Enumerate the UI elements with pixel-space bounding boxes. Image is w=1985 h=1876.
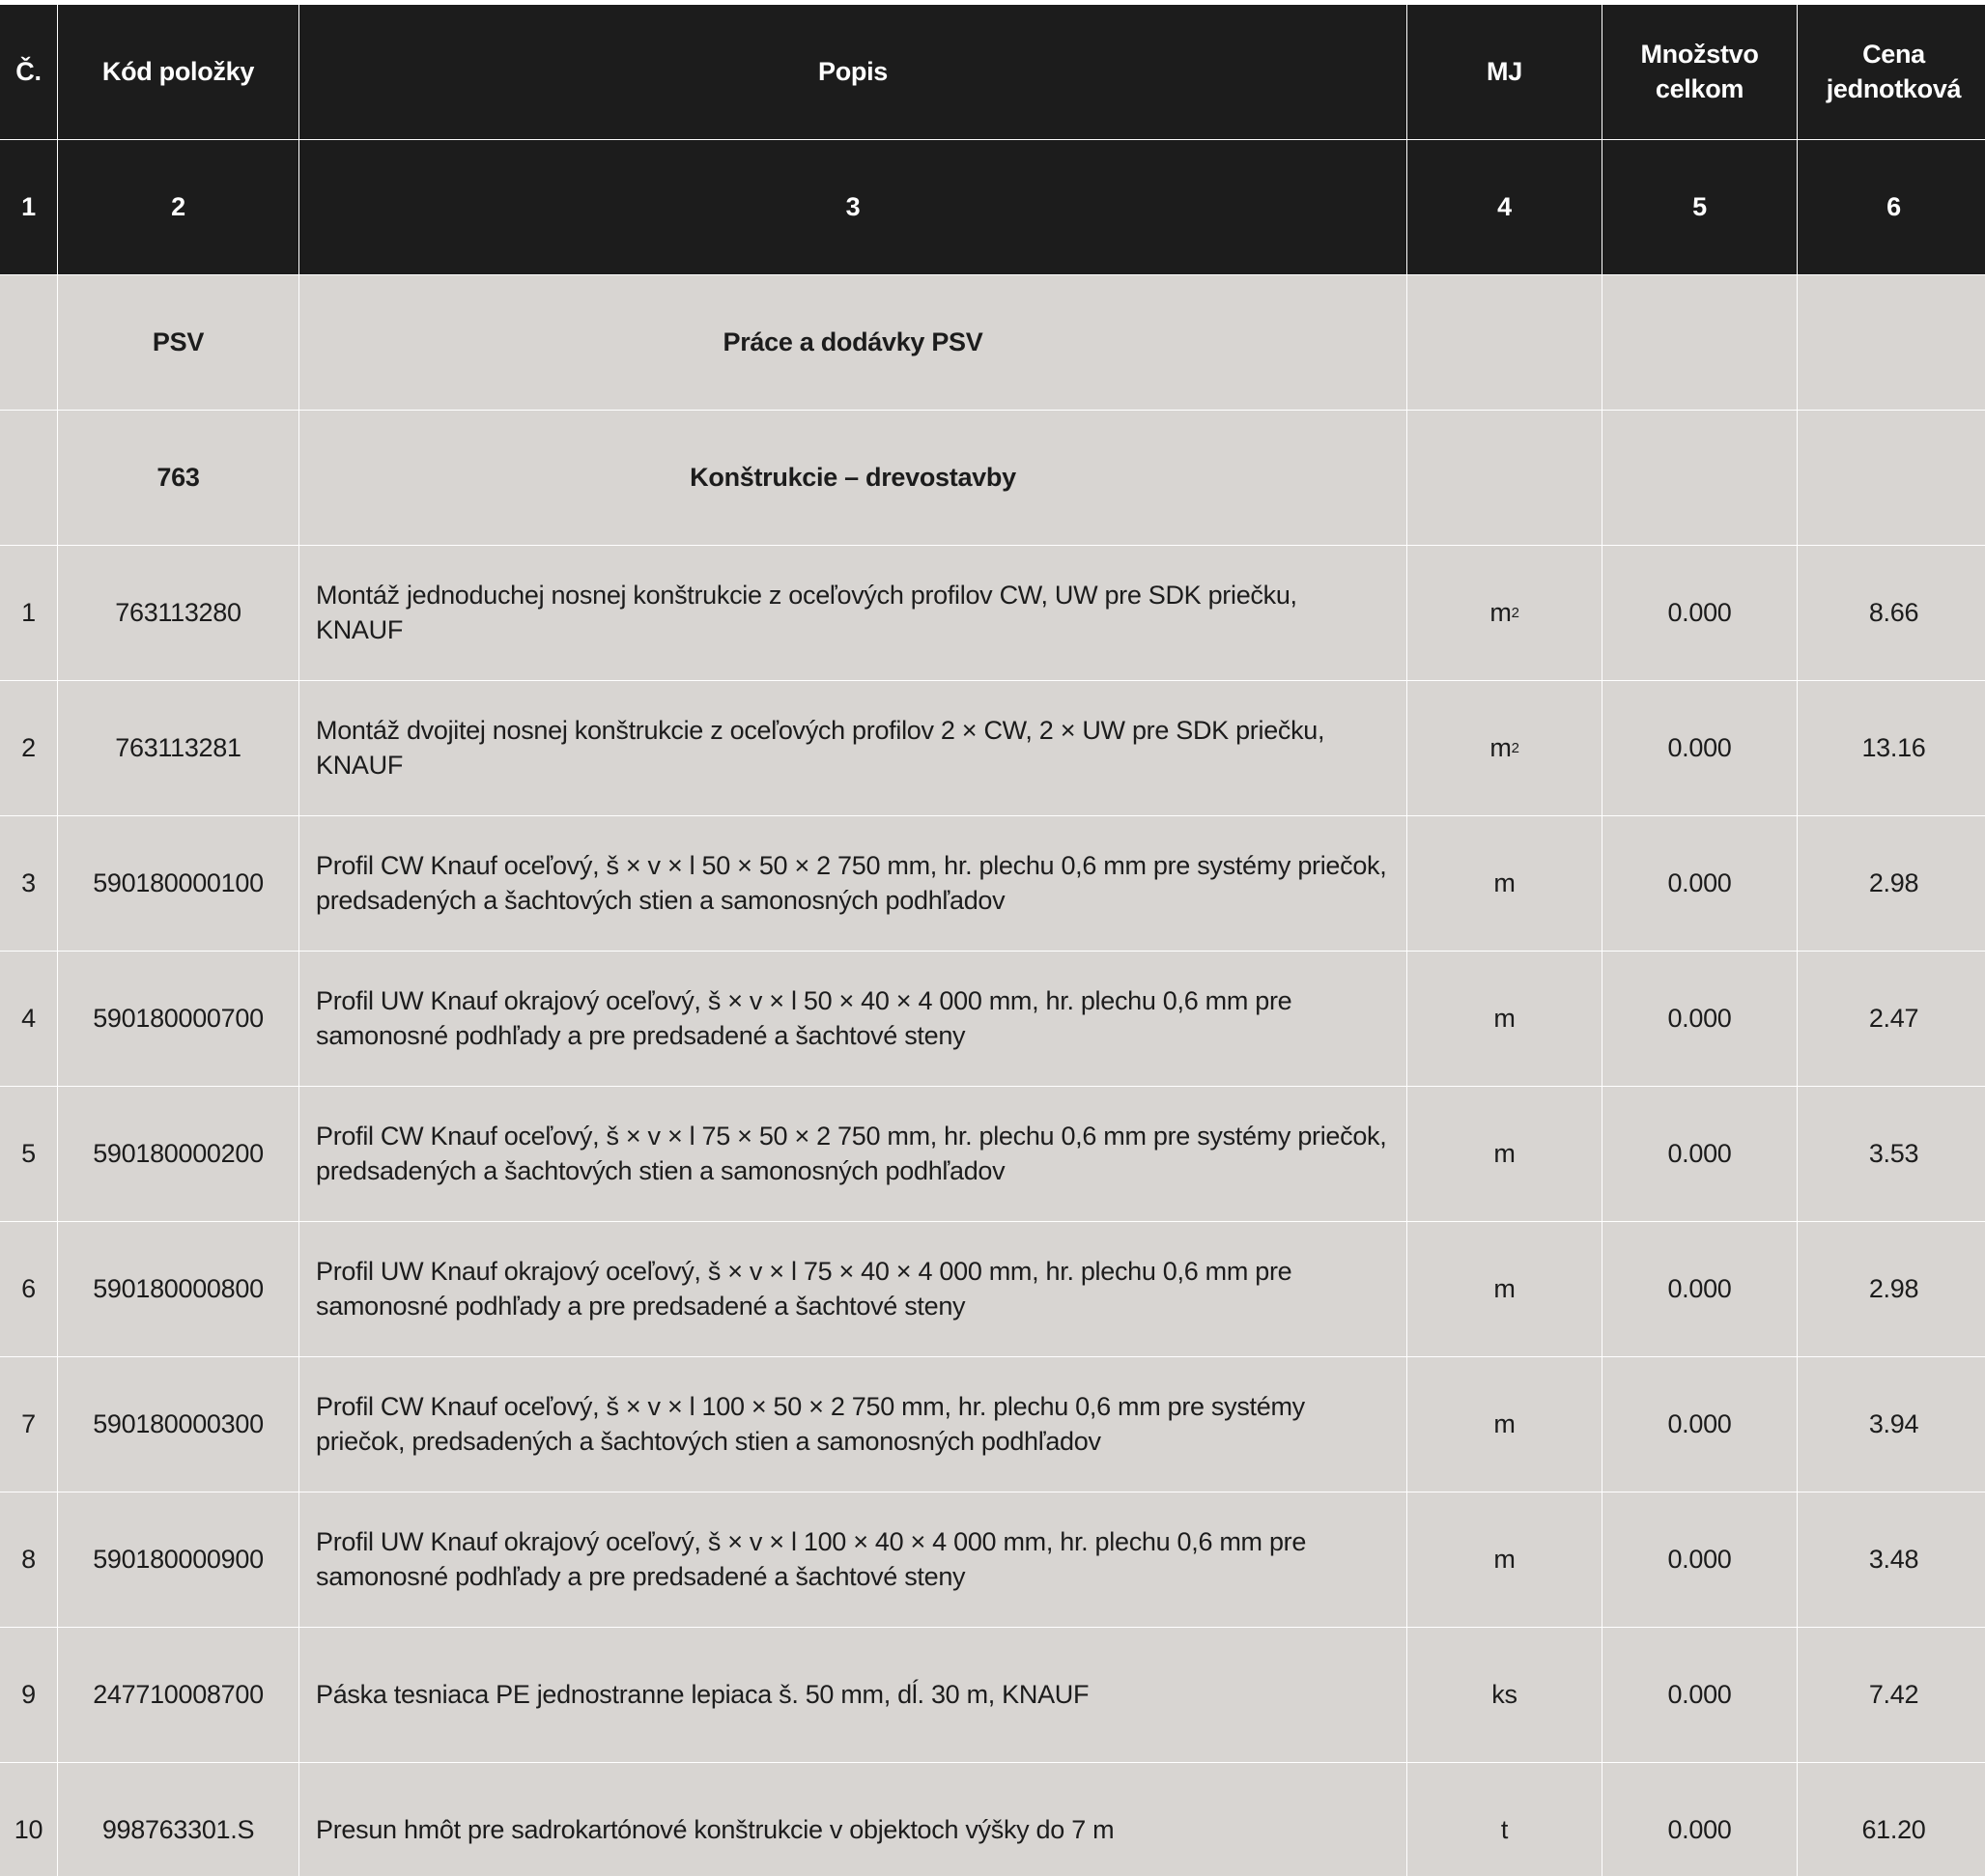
item-unit	[1407, 1628, 1602, 1762]
item-unit	[1407, 952, 1602, 1086]
item-description: Profil UW Knauf okrajový oceľový, š × v × l 75 × 40 × 4 000 mm, hr. plechu 0,6 mm pre samonosné podhľady a pre predsadené a šachtové steny	[299, 1222, 1406, 1356]
item-unit-price: 2.47	[1798, 952, 1985, 1086]
item-code: 247710008700	[58, 1628, 298, 1762]
row-number: 9	[0, 1628, 57, 1762]
item-unit-price: 61.20	[1798, 1763, 1985, 1876]
item-unit-price: 13.16	[1798, 681, 1985, 815]
unit-text: m	[1493, 1408, 1516, 1438]
header-col-description: Popis	[299, 5, 1406, 139]
item-description: Profil CW Knauf oceľový, š × v × l 100 × 50 × 2 750 mm, hr. plechu 0,6 mm pre systémy priečok, predsadených a šachtových stien a samonosných podhľadov	[299, 1357, 1406, 1492]
row-number: 7	[0, 1357, 57, 1492]
row-number: 8	[0, 1492, 57, 1627]
row-number: 1	[0, 546, 57, 680]
unit-text: ks	[1491, 1679, 1517, 1709]
item-quantity: 0.000	[1602, 816, 1797, 951]
item-description: Montáž dvojitej nosnej konštrukcie z oceľových profilov 2 × CW, 2 × UW pre SDK priečku, KNAUF	[299, 681, 1406, 815]
header-number-5: 5	[1602, 140, 1797, 274]
item-unit	[1407, 1357, 1602, 1492]
section-title: Práce a dodávky PSV	[299, 275, 1406, 410]
item-quantity: 0.000	[1602, 952, 1797, 1086]
item-quantity: 0.000	[1602, 1763, 1797, 1876]
item-code: 763113281	[58, 681, 298, 815]
header-col-code: Kód položky	[58, 5, 298, 139]
item-quantity: 0.000	[1602, 1222, 1797, 1356]
header-number-2: 2	[58, 140, 298, 274]
item-description: Profil CW Knauf oceľový, š × v × l 75 × 50 × 2 750 mm, hr. plechu 0,6 mm pre systémy priečok, predsadených a šachtových stien a samonosných podhľadov	[299, 1087, 1406, 1221]
item-code: 590180000800	[58, 1222, 298, 1356]
item-quantity: 0.000	[1602, 1357, 1797, 1492]
section-row-763-no	[0, 411, 57, 545]
item-description: Páska tesniaca PE jednostranne lepiaca š. 50 mm, dĺ. 30 m, KNAUF	[299, 1628, 1406, 1762]
section-row-psv-no	[0, 275, 57, 410]
section-empty-cell	[1798, 275, 1985, 410]
header-unit-price-label: Cena jednotková	[1826, 39, 1962, 103]
header-col-no: Č.	[0, 5, 57, 139]
header-quantity-label: Množstvo celkom	[1640, 39, 1759, 103]
price-table	[0, 5, 1985, 1876]
item-unit	[1407, 1087, 1602, 1221]
item-unit	[1407, 1222, 1602, 1356]
section-code: 763	[58, 411, 298, 545]
item-unit	[1407, 816, 1602, 951]
header-col-unit: MJ	[1407, 5, 1602, 139]
section-empty-cell	[1407, 275, 1602, 410]
item-code: 590180000700	[58, 952, 298, 1086]
item-unit-price: 8.66	[1798, 546, 1985, 680]
item-unit: m 2	[1407, 546, 1602, 680]
unit-text: m	[1493, 1273, 1516, 1303]
header-col-unit-price	[1798, 5, 1985, 139]
row-number: 6	[0, 1222, 57, 1356]
header-number-4: 4	[1407, 140, 1602, 274]
row-number: 4	[0, 952, 57, 1086]
item-code: 590180000300	[58, 1357, 298, 1492]
item-unit-price: 3.48	[1798, 1492, 1985, 1627]
item-description: Montáž jednoduchej nosnej konštrukcie z oceľových profilov CW, UW pre SDK priečku, KNAUF	[299, 546, 1406, 680]
item-description: Profil CW Knauf oceľový, š × v × l 50 × 50 × 2 750 mm, hr. plechu 0,6 mm pre systémy priečok, predsadených a šachtových stien a samonosných podhľadov	[299, 816, 1406, 951]
item-description: Profil UW Knauf okrajový oceľový, š × v × l 100 × 40 × 4 000 mm, hr. plechu 0,6 mm pre samonosné podhľady a pre predsadené a šachtové steny	[299, 1492, 1406, 1627]
item-quantity: 0.000	[1602, 1087, 1797, 1221]
item-code: 763113280	[58, 546, 298, 680]
item-unit: m 2	[1407, 681, 1602, 815]
item-unit-price: 3.53	[1798, 1087, 1985, 1221]
row-number: 3	[0, 816, 57, 951]
item-unit-price: 2.98	[1798, 1222, 1985, 1356]
item-unit-price: 7.42	[1798, 1628, 1985, 1762]
item-code: 590180000100	[58, 816, 298, 951]
section-code: PSV	[58, 275, 298, 410]
unit-text: m	[1489, 597, 1512, 627]
item-quantity: 0.000	[1602, 546, 1797, 680]
row-number: 2	[0, 681, 57, 815]
header-number-6: 6	[1798, 140, 1985, 274]
item-description: Profil UW Knauf okrajový oceľový, š × v × l 50 × 40 × 4 000 mm, hr. plechu 0,6 mm pre samonosné podhľady a pre predsadené a šachtové steny	[299, 952, 1406, 1086]
item-description: Presun hmôt pre sadrokartónové konštrukcie v objektoch výšky do 7 m	[299, 1763, 1406, 1876]
header-col-quantity	[1602, 5, 1797, 139]
unit-text: t	[1500, 1814, 1509, 1844]
unit-text: m	[1493, 1544, 1516, 1574]
section-empty-cell	[1798, 411, 1985, 545]
unit-text: m	[1493, 867, 1516, 897]
section-empty-cell	[1602, 411, 1797, 545]
item-unit-price: 3.94	[1798, 1357, 1985, 1492]
item-unit	[1407, 1492, 1602, 1627]
row-number: 5	[0, 1087, 57, 1221]
item-quantity: 0.000	[1602, 1492, 1797, 1627]
item-quantity: 0.000	[1602, 681, 1797, 815]
item-unit-price: 2.98	[1798, 816, 1985, 951]
unit-text: m	[1489, 732, 1512, 762]
item-code: 590180000200	[58, 1087, 298, 1221]
section-empty-cell	[1407, 411, 1602, 545]
header-number-1: 1	[0, 140, 57, 274]
header-number-3: 3	[299, 140, 1406, 274]
unit-text: m	[1493, 1003, 1516, 1033]
item-code: 590180000900	[58, 1492, 298, 1627]
section-title: Konštrukcie – drevostavby	[299, 411, 1406, 545]
item-code: 998763301.S	[58, 1763, 298, 1876]
unit-text: m	[1493, 1138, 1516, 1168]
section-empty-cell	[1602, 275, 1797, 410]
item-unit	[1407, 1763, 1602, 1876]
row-number: 10	[0, 1763, 57, 1876]
item-quantity: 0.000	[1602, 1628, 1797, 1762]
